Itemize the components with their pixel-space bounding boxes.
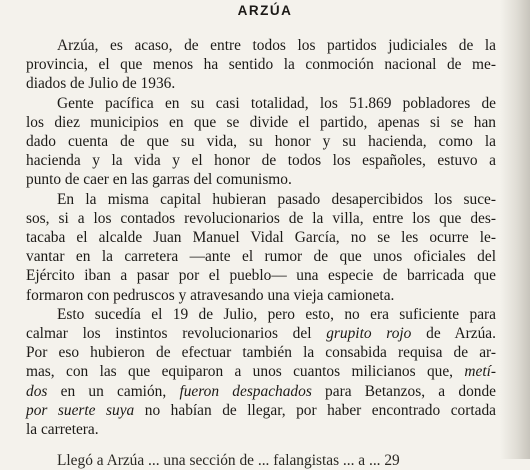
text-segment: en un camión, (47, 382, 180, 400)
cutoff-line-text: Llegó a Arzúa ... una sección de ... falangistas ... a ... 29 (57, 452, 400, 469)
text-segment: calmar los instintos revolucionarios del (26, 325, 327, 343)
italic-text: grupito rojo (326, 325, 412, 343)
text-line (26, 94, 496, 113)
text-line (26, 74, 496, 93)
text-line (26, 170, 496, 189)
text-segment: Ejército iban a pasar por el pueblo— una especie de barricada que (26, 267, 496, 285)
text-line (26, 324, 496, 343)
text-segment: hacienda y la vida y el honor de todos los españoles, estuvo a (26, 152, 496, 170)
text-segment: no habían de llegar, por haber encontrado cortada (134, 401, 496, 419)
text-line (26, 132, 496, 151)
text-segment: sos, si a los contados revolucionarios de la villa, entre los que des- (26, 209, 496, 227)
chapter-title: ARZÚA (237, 3, 293, 18)
text-segment: tacaba el alcalde Juan Manuel Vidal García, no se les ocurre le- (26, 229, 496, 247)
text-line (26, 401, 496, 420)
page-edge-shadow (500, 0, 530, 459)
text-line (26, 113, 496, 132)
text-line (26, 420, 496, 439)
text-line (26, 305, 496, 324)
text-line (26, 382, 496, 401)
text-line (26, 209, 496, 228)
text-segment: los diez municipios en que se divide el partido, apenas si se han (26, 113, 496, 131)
text-line (26, 286, 496, 305)
body-text (26, 36, 496, 439)
text-segment: Gente pacífica en su casi totalidad, los 51.869 pobladores de (57, 94, 496, 112)
italic-text: dos (26, 382, 48, 400)
text-segment: la carretera. (26, 421, 99, 439)
text-line (26, 228, 496, 247)
italic-text: fueron despachados (179, 382, 312, 400)
text-segment: vantar en la carretera —ante el rumor de que unos oficiales del (26, 248, 496, 266)
text-line (26, 36, 496, 55)
text-segment: Por eso hubieron de efectuar también la consabida requisa de ar- (26, 344, 496, 362)
text-line (26, 362, 496, 381)
text-segment: Arzúa, es acaso, de entre todos los partidos judiciales de la (57, 37, 496, 54)
italic-text: metí- (464, 363, 496, 381)
text-line (26, 190, 496, 209)
text-segment: mas, con las que equiparon a unos cuantos milicianos que, (26, 363, 465, 381)
text-segment: Esto sucedía el 19 de Julio, pero esto, no era suficiente para (57, 305, 496, 323)
text-segment: punto de caer en las garras del comunismo. (26, 171, 292, 189)
text-segment: diados de Julio de 1936. (26, 75, 176, 93)
italic-text: por suerte suya (26, 401, 135, 419)
text-segment: En la misma capital hubieran pasado desapercibidos los suce- (57, 190, 496, 208)
text-segment: para Betanzos, a donde (311, 382, 496, 400)
text-line (26, 151, 496, 170)
text-line (26, 55, 496, 74)
text-line (26, 247, 496, 266)
text-segment: de Arzúa. (411, 325, 496, 343)
text-line (26, 266, 496, 285)
text-segment: formaron con pedruscos y atravesando una vieja camioneta. (26, 286, 395, 304)
text-segment: dado cuenta de que su vida, su honor y su hacienda, como la (26, 133, 496, 151)
text-line (26, 343, 496, 362)
cutoff-line (26, 451, 496, 469)
text-segment: provincia, el que menos ha sentido la conmoción nacional de me- (26, 56, 496, 74)
